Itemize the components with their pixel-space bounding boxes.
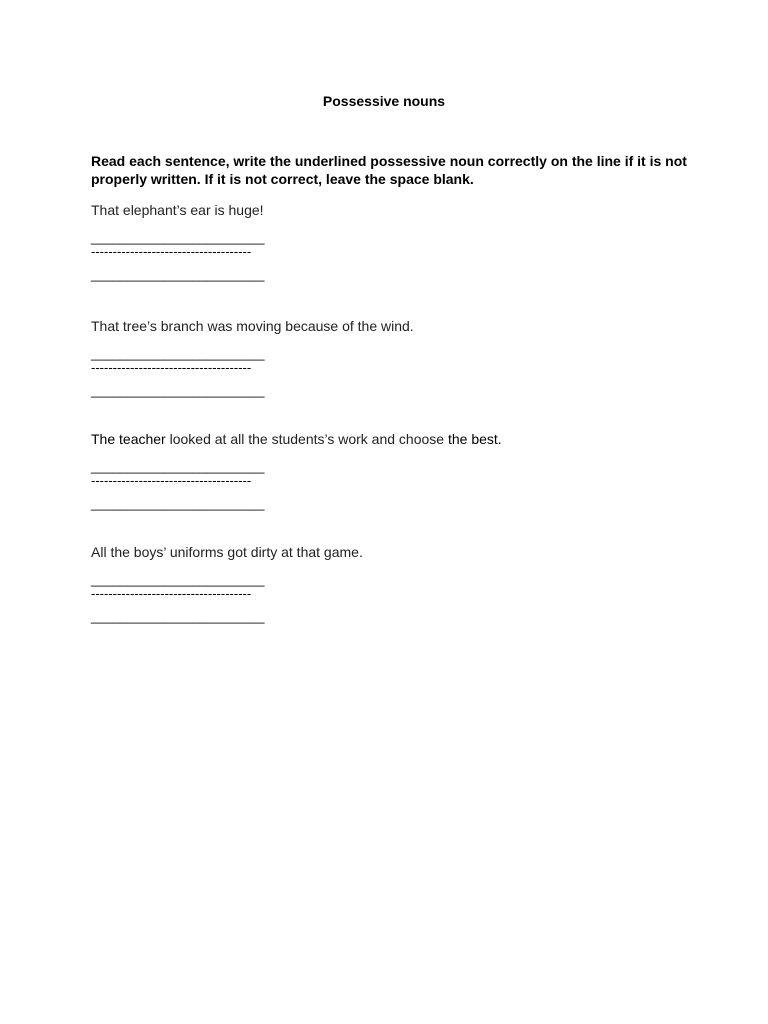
answer-line-dashed[interactable]: ------------------------------------- <box>91 244 252 259</box>
question-3 <box>91 430 691 510</box>
answer-line-top[interactable]: ________________________ <box>91 459 265 474</box>
question-sentence: That elephant’s ear is huge! <box>91 202 264 218</box>
answer-line-top[interactable]: ________________________ <box>91 230 265 245</box>
answer-line-bottom[interactable]: ________________________ <box>91 609 265 624</box>
answer-line-bottom[interactable]: ________________________ <box>91 496 265 511</box>
page-title: Possessive nouns <box>322 93 446 109</box>
answer-line-top[interactable]: ________________________ <box>91 346 265 361</box>
question-sentence: That tree’s branch was moving because of the wind. <box>91 318 414 334</box>
sentence-segment-middle: looked at all the students’s work and choose <box>165 431 448 447</box>
answer-line-bottom[interactable]: ________________________ <box>91 383 265 398</box>
question-sentence <box>91 430 691 448</box>
sentence-segment-end: the best. <box>447 431 502 447</box>
answer-line-dashed[interactable]: ------------------------------------- <box>91 360 252 375</box>
instructions: Read each sentence, write the underlined possessive noun correctly on the line if it is not properly written. If it is not correct, leave the space blank. <box>91 153 687 187</box>
question-2 <box>91 317 691 397</box>
sentence-segment-subject: The teacher <box>91 431 166 447</box>
question-1 <box>91 201 691 281</box>
question-sentence: All the boys’ uniforms got dirty at that game. <box>91 544 363 560</box>
answer-line-dashed[interactable]: ------------------------------------- <box>91 473 252 488</box>
answer-line-bottom[interactable]: ________________________ <box>91 267 265 282</box>
answer-line-top[interactable]: ________________________ <box>91 572 265 587</box>
answer-line-dashed[interactable]: ------------------------------------- <box>91 586 252 601</box>
question-4 <box>91 543 691 623</box>
